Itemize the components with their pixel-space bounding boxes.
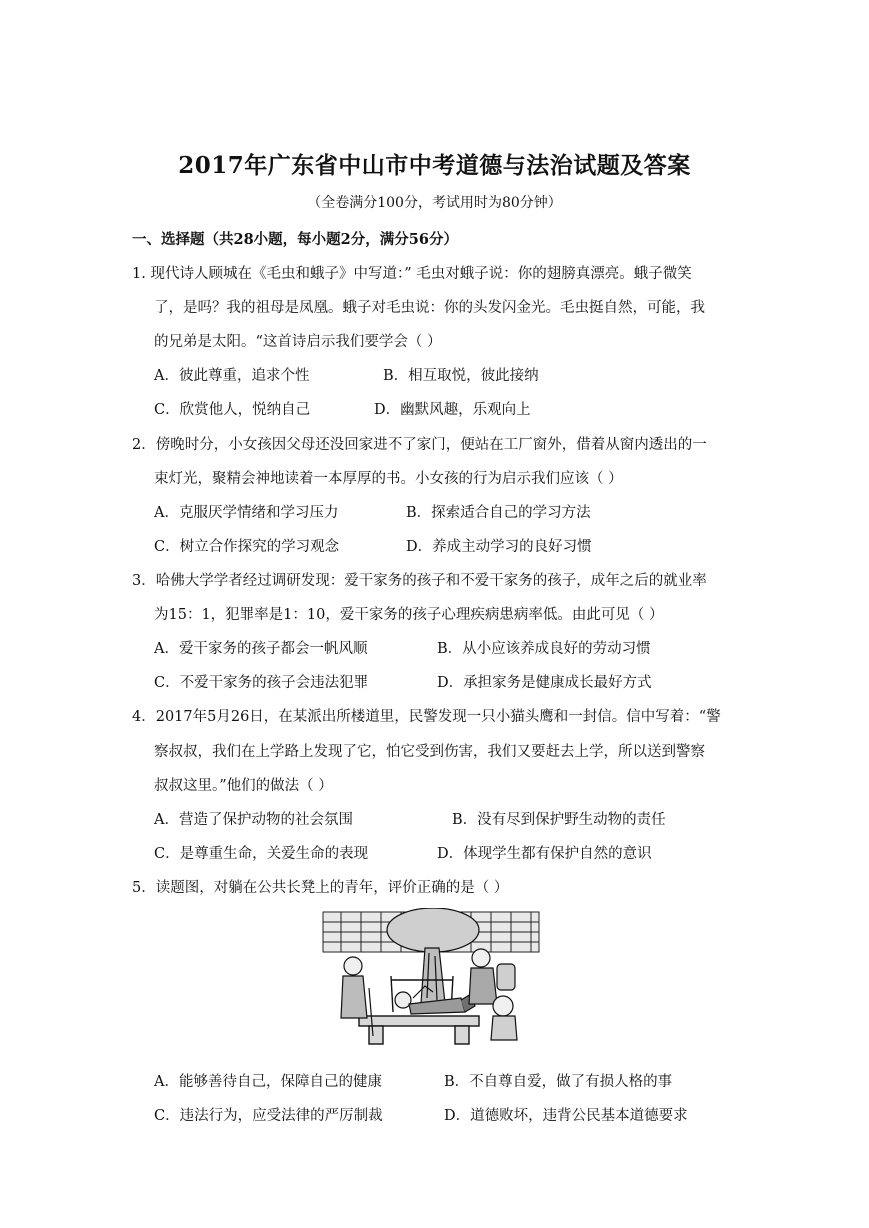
question-3-option-d: D．承担家务是健康成长最好方式 [437,675,652,691]
question-1-line-3: 的兄弟是太阳。“这首诗启示我们要学会（ ） [154,334,442,350]
question-1-option-a: A．彼此尊重，追求个性 [154,368,310,384]
question-4-line-2: 察叔叔，我们在上学路上发现了它，怕它受到伤害，我们又要赶去上学，所以送到警察 [154,744,705,760]
question-3-line-2: 为15：1，犯罪率是1：10，爱干家务的孩子心理疾病患病率低。由此可见（ ） [154,607,664,623]
document-title: 2017年广东省中山市中考道德与法治试题及答案 [178,152,691,179]
question-5-option-b: B．不自尊自爱，做了有损人格的事 [444,1074,673,1090]
question-1-option-c: C．欣赏他人，悦纳自己 [154,402,311,418]
question-4-option-a: A．营造了保护动物的社会氛围 [154,812,353,828]
question-3-option-a: A．爱干家务的孩子都会一帆风顺 [154,641,368,657]
question-5-option-d: D．道德败坏，违背公民基本道德要求 [444,1108,688,1124]
question-1-option-d: D．幽默风趣，乐观向上 [374,402,531,418]
question-1-option-b: B．相互取悦，彼此接纳 [383,368,539,384]
question-5-line-1: 5．读题图，对躺在公共长凳上的青年，评价正确的是（ ） [132,880,509,896]
question-2-line-2: 束灯光，聚精会神地读着一本厚厚的书。小女孩的行为启示我们应该（ ） [154,471,623,487]
question-3-option-b: B．从小应该养成良好的劳动习惯 [437,641,651,657]
question-2-line-1: 2．傍晚时分，小女孩因父母还没回家进不了家门，便站在工厂窗外，借着从窗内透出的一 [132,437,707,453]
question-1-line-1: 1. 现代诗人顾城在《毛虫和蛾子》中写道：” 毛虫对蛾子说：你的翅膀真漂亮。蛾子微笑 [132,266,692,282]
question-4-line-3: 叔叔这里。”他们的做法（ ） [154,778,333,794]
document-subtitle: （全卷满分100分，考试用时为80分钟） [307,195,562,211]
question-4-option-b: B．没有尽到保护野生动物的责任 [452,812,666,828]
question-3-option-c: C．不爱干家务的孩子会违法犯罪 [154,675,369,691]
question-4-line-1: 4．2017年5月26日，在某派出所楼道里，民警发现一只小猫头鹰和一封信。信中写着：“警 [132,709,721,725]
question-2-option-d: D．养成主动学习的良好习惯 [406,539,592,555]
question-1-line-2: 了，是吗？我的祖母是凤凰。蛾子对毛虫说：你的头发闪金光。毛虫挺自然，可能，我 [154,300,705,316]
question-4-option-d: D．体现学生都有保护自然的意识 [437,846,652,862]
question-2-option-a: A．克服厌学情绪和学习压力 [154,505,339,521]
question-4-option-c: C．是尊重生命，关爱生命的表现 [154,846,369,862]
section-heading: 一、选择题（共28小题，每小题2分，满分56分） [132,231,458,248]
question-3-line-1: 3．哈佛大学学者经过调研发现：爱干家务的孩子和不爱干家务的孩子，成年之后的就业率 [132,573,707,589]
question-5-option-a: A．能够善待自己，保障自己的健康 [154,1074,382,1090]
question-5-option-c: C．违法行为，应受法律的严厉制裁 [154,1108,383,1124]
bench-illustration [321,908,541,1050]
question-2-option-b: B．探索适合自己的学习方法 [406,505,591,521]
question-2-option-c: C．树立合作探究的学习观念 [154,539,340,555]
